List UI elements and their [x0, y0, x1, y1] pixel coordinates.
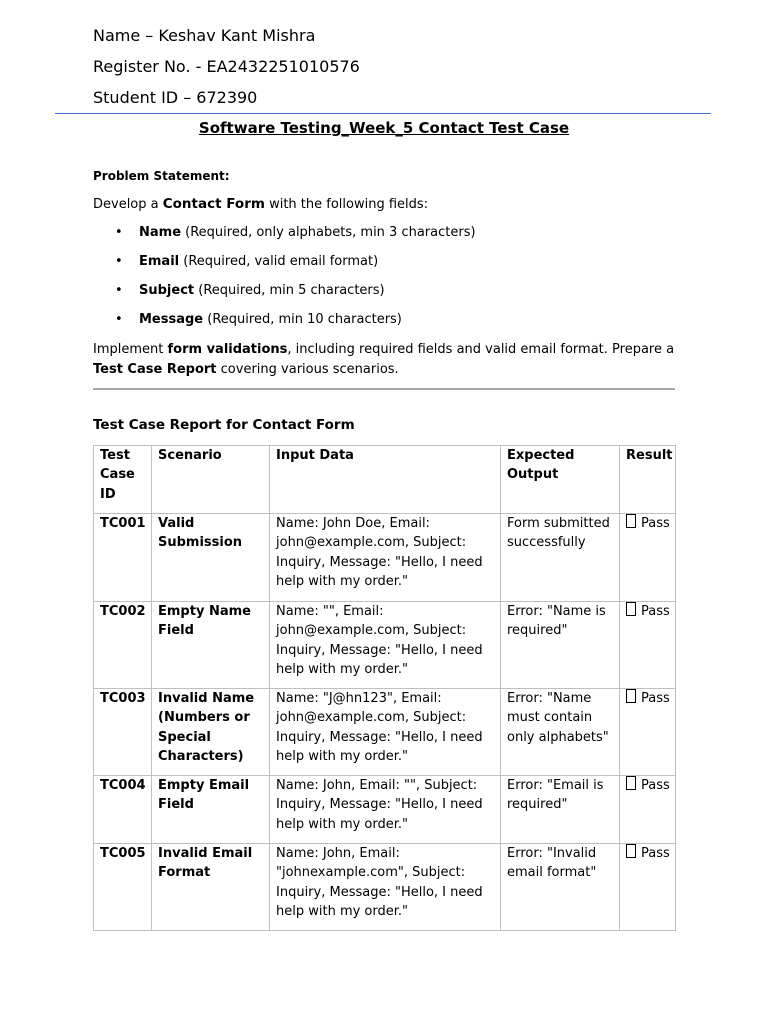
missing-glyph-box-icon: [626, 689, 636, 703]
impl-text: , including required fields and valid email format. Prepare a: [287, 342, 675, 357]
column-header: Expected Output: [501, 446, 620, 514]
expected-output: Error: "Invalid email format": [501, 844, 620, 931]
scenario: Valid Submission: [152, 514, 270, 602]
expected-output: Error: "Email is required": [501, 776, 620, 844]
column-header: Input Data: [270, 446, 501, 514]
field-rule: (Required, valid email format): [183, 254, 379, 269]
missing-glyph-box-icon: [626, 602, 636, 616]
test-case-id: TC005: [94, 844, 152, 931]
field-name: Name: [139, 225, 182, 240]
column-header: Result: [620, 446, 676, 514]
field-name: Subject: [139, 283, 195, 298]
impl-text: Implement: [93, 342, 168, 357]
expected-output: Error: "Name is required": [501, 602, 620, 689]
input-data: Name: John, Email: "johnexample.com", Subject: Inquiry, Message: "Hello, I need help with my order.": [270, 844, 501, 931]
column-header: Test Case ID: [94, 446, 152, 514]
intro-prefix: Develop a: [93, 197, 163, 212]
result: [620, 602, 676, 689]
implementation-paragraph: [93, 340, 683, 379]
field-rule: (Required, min 10 characters): [207, 312, 402, 327]
field-rule: (Required, only alphabets, min 3 characters): [185, 225, 476, 240]
field-name: Message: [139, 312, 204, 327]
result: [620, 844, 676, 931]
bullet-icon: •: [115, 283, 123, 298]
scenario: Invalid Name (Numbers or Special Characters): [152, 689, 270, 776]
bullet-icon: •: [115, 254, 123, 269]
impl-text: covering various scenarios.: [216, 361, 399, 377]
intro-suffix: with the following fields:: [264, 197, 429, 212]
document-title: Software Testing_Week_5 Contact Test Case: [198, 119, 570, 137]
table-row: [94, 514, 676, 602]
expected-output: Form submitted successfully: [501, 514, 620, 602]
result: [620, 776, 676, 844]
test-case-id: TC004: [94, 776, 152, 844]
column-header: Scenario: [152, 446, 270, 514]
field-rule: (Required, min 5 characters): [198, 283, 385, 298]
register-number: Register No. - EA2432251010576: [93, 57, 360, 76]
scenario: Empty Name Field: [152, 602, 270, 689]
impl-bold: form validations: [167, 342, 288, 357]
input-data: Name: "", Email: john@example.com, Subject: Inquiry, Message: "Hello, I need help with my order.": [270, 602, 501, 689]
input-data: Name: "J@hn123", Email: john@example.com, Subject: Inquiry, Message: "Hello, I need help with my order.": [270, 689, 501, 776]
table-row: [94, 689, 676, 776]
test-case-id: TC002: [94, 602, 152, 689]
result-label: Pass: [641, 516, 670, 531]
missing-glyph-box-icon: [626, 844, 636, 858]
result-label: Pass: [641, 778, 670, 793]
table-title: Test Case Report for Contact Form: [93, 417, 355, 433]
impl-bold: Test Case Report: [93, 361, 217, 377]
problem-intro: [93, 195, 428, 214]
test-case-id: TC003: [94, 689, 152, 776]
table-row: [94, 776, 676, 844]
scenario: Invalid Email Format: [152, 844, 270, 931]
table-row: [94, 602, 676, 689]
header-divider: [55, 113, 711, 114]
result: [620, 689, 676, 776]
test-case-table: [93, 445, 676, 931]
test-case-id: TC001: [94, 514, 152, 602]
problem-statement-label: Problem Statement:: [93, 169, 230, 183]
student-id: Student ID – 672390: [93, 88, 258, 107]
table-row: [94, 844, 676, 931]
result-label: Pass: [641, 604, 670, 619]
missing-glyph-box-icon: [626, 514, 636, 528]
missing-glyph-box-icon: [626, 776, 636, 790]
table-header-row: [94, 446, 676, 514]
input-data: Name: John Doe, Email: john@example.com, Subject: Inquiry, Message: "Hello, I need help with my order.": [270, 514, 501, 602]
result-label: Pass: [641, 691, 670, 706]
expected-output: Error: "Name must contain only alphabets": [501, 689, 620, 776]
field-name: Email: [139, 254, 180, 269]
section-divider: [93, 388, 675, 390]
bullet-icon: •: [115, 225, 123, 240]
intro-bold: Contact Form: [162, 196, 265, 212]
result: [620, 514, 676, 602]
student-name: Name – Keshav Kant Mishra: [93, 26, 316, 45]
input-data: Name: John, Email: "", Subject: Inquiry, Message: "Hello, I need help with my order.": [270, 776, 501, 844]
bullet-icon: •: [115, 312, 123, 327]
scenario: Empty Email Field: [152, 776, 270, 844]
result-label: Pass: [641, 846, 670, 861]
